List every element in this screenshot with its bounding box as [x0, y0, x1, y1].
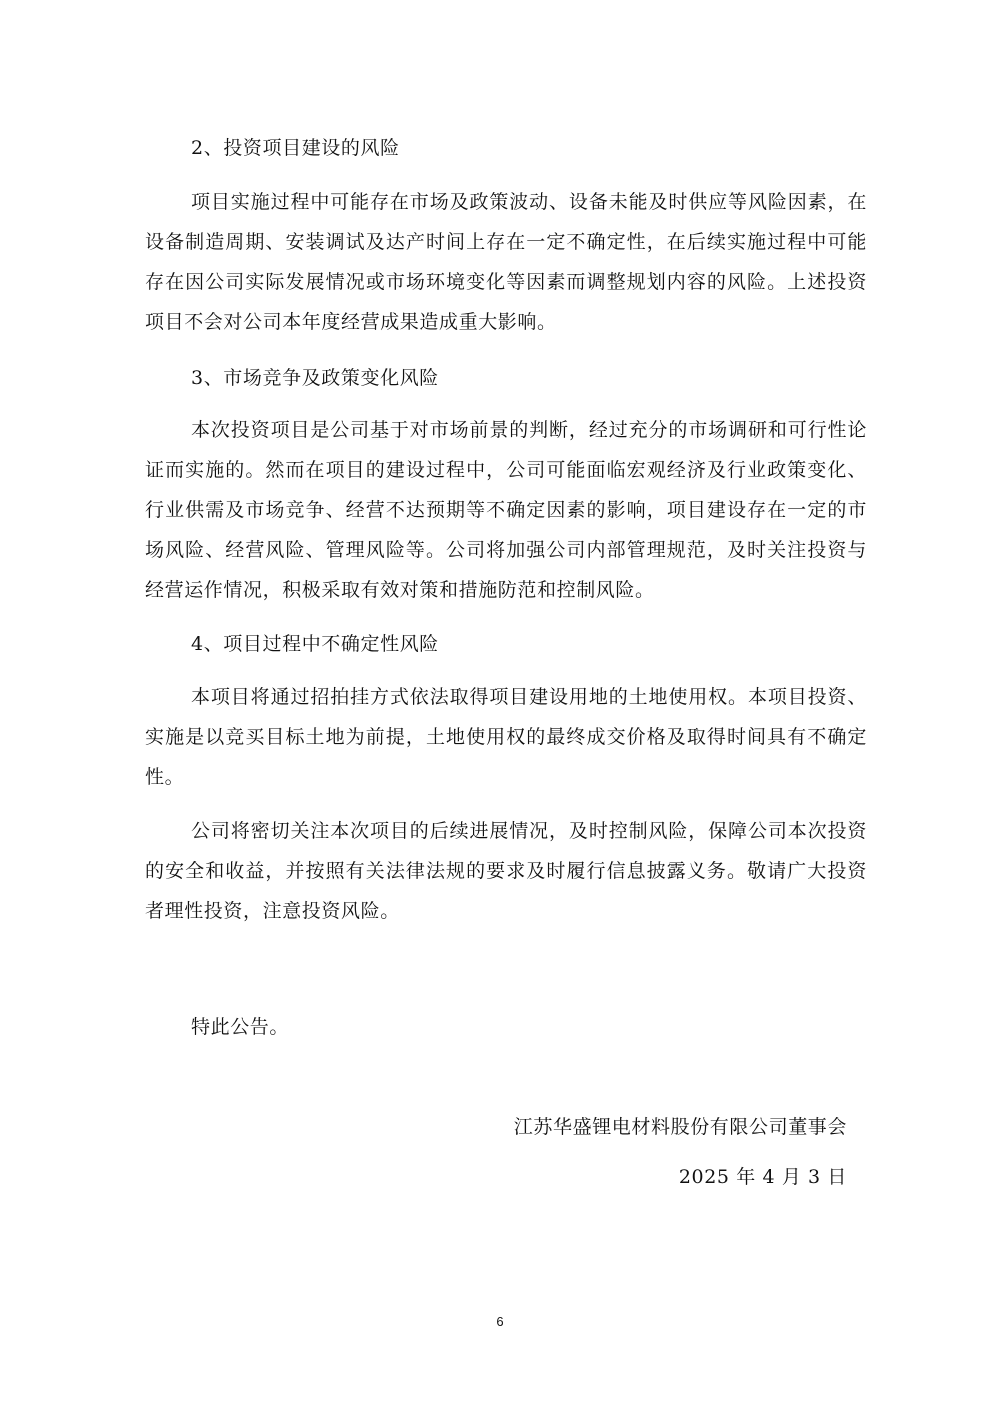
section-3-paragraph: 本次投资项目是公司基于对市场前景的判断，经过充分的市场调研和可行性论证而实施的。然而在项目的建设过程中，公司可能面临宏观经济及行业政策变化、行业供需及市场竞争、经营不达预期等不确定因素的影响，项目建设存在一定的市场风险、经营风险、管理风险等。公司将加强公司内部管理规范，及时关注投资与经营运作情况，积极采取有效对策和措施防范和控制风险。: [145, 419, 867, 601]
section-heading-4: 4、项目过程中不确定性风险: [191, 633, 439, 655]
signature-date: 2025 年 4 月 3 日: [678, 1166, 847, 1188]
section-4-paragraph-1: 本项目将通过招拍挂方式依法取得项目建设用地的土地使用权。本项目投资、实施是以竞买目标土地为前提，土地使用权的最终成交价格及取得时间具有不确定性。: [145, 686, 867, 788]
signature-company: 江苏华盛锂电材料股份有限公司董事会: [513, 1116, 847, 1138]
section-heading-2: 2、投资项目建设的风险: [191, 137, 400, 159]
closing-statement: 特此公告。: [191, 1016, 290, 1038]
section-4-paragraph-2: 公司将密切关注本次项目的后续进展情况，及时控制风险，保障公司本次投资的安全和收益，并按照有关法律法规的要求及时履行信息披露义务。敬请广大投资者理性投资，注意投资风险。: [145, 820, 867, 922]
page-number: 6: [496, 1314, 504, 1329]
section-heading-3: 3、市场竞争及政策变化风险: [191, 367, 439, 389]
section-2-paragraph: 项目实施过程中可能存在市场及政策波动、设备未能及时供应等风险因素，在设备制造周期、安装调试及达产时间上存在一定不确定性，在后续实施过程中可能存在因公司实际发展情况或市场环境变化等因素而调整规划内容的风险。上述投资项目不会对公司本年度经营成果造成重大影响。: [145, 191, 867, 333]
